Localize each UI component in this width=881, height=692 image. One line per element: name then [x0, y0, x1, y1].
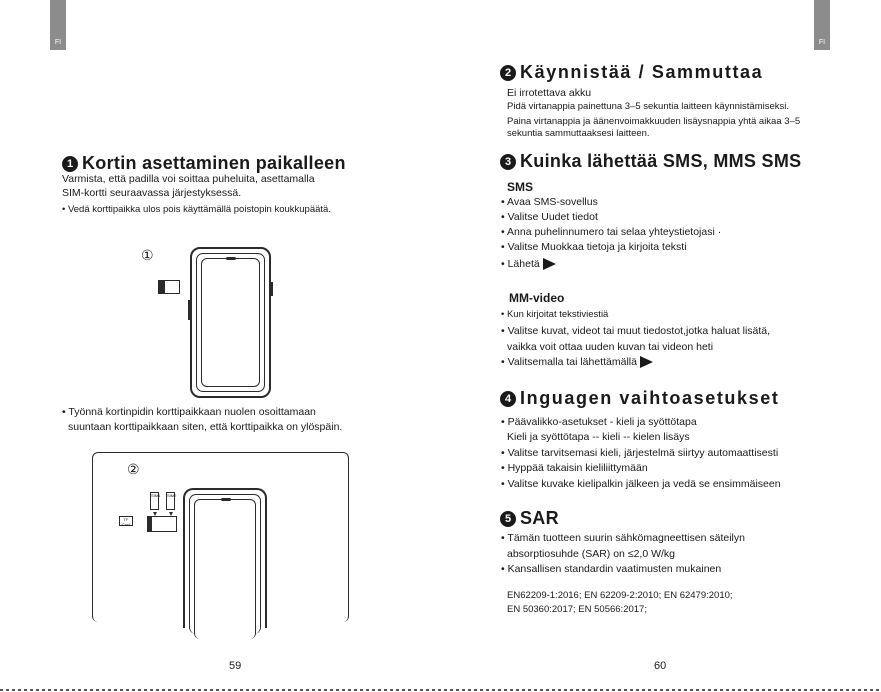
- bullet-item: • Valitse Muokkaa tietoja ja kirjoita teksti: [501, 241, 687, 253]
- send-arrow-icon: [543, 258, 556, 270]
- bullet-item: • Valitse kuvat, videot tai muut tiedostot,jotka haluat lisätä,: [501, 325, 771, 337]
- sim-tray-handle-icon: [147, 516, 152, 532]
- language-tab-left: [50, 0, 66, 50]
- section-title: Kuinka lähettää SMS, MMS SMS: [520, 151, 802, 171]
- language-tab-right: [814, 0, 830, 50]
- section-5-heading: [500, 508, 559, 529]
- mm-video-subheading: MM-video: [509, 291, 565, 305]
- bullet-item: • Anna puhelinnumero tai selaa yhteystietojasi ·: [501, 226, 722, 238]
- section-number: 1: [62, 156, 78, 172]
- section-3-heading: [500, 151, 801, 172]
- body-text: Varmista, että padilla voi soittaa puheluita, asettamalla: [62, 173, 315, 185]
- section-number: 5: [500, 511, 516, 527]
- bullet-item: • Päävalikko-asetukset - kieli ja syöttötapa: [501, 416, 697, 428]
- bullet-item: • Valitse kuvake kielipalkin jälkeen ja vedä se ensimmäiseen: [501, 478, 781, 490]
- page-bottom-border: [0, 689, 881, 691]
- bullet-item: • Työnnä kortinpidin korttipaikkaan nuolen osoittamaan: [62, 406, 316, 418]
- body-text: SIM-kortti seuraavassa järjestyksessä.: [62, 187, 242, 199]
- section-1-heading: [62, 153, 346, 174]
- sim-tray-handle-icon: [158, 280, 165, 294]
- section-number: 4: [500, 391, 516, 407]
- page-number: 60: [654, 660, 667, 672]
- body-text: sekuntia sammuttaaksesi laitteen.: [507, 128, 650, 139]
- body-text: Pidä virtanappia painettuna 3–5 sekuntia laitteen käynnistämiseksi.: [507, 101, 790, 112]
- bullet-item: • Tämän tuotteen suurin sähkömagneettisen säteilyn: [501, 532, 745, 544]
- section-number: 3: [500, 154, 516, 170]
- body-text: suuntaan korttipaikkaan siten, että korttipaikka on ylöspäin.: [68, 421, 343, 433]
- send-label: • Valitsemalla tai lähettämällä: [501, 356, 637, 368]
- phone-illustration: [183, 488, 267, 628]
- bullet-item: [501, 258, 556, 271]
- section-4-heading: [500, 388, 779, 409]
- standards-text: EN62209-1:2016; EN 62209-2:2010; EN 62479:2010;: [507, 590, 733, 601]
- bullet-item: • Hyppää takaisin kieliliittymään: [501, 462, 648, 474]
- body-text: Paina virtanappia ja äänenvoimakkuuden lisäysnappia yhtä aikaa 3–5: [507, 116, 801, 127]
- phone-screen: [194, 499, 256, 639]
- sim2-card-icon: SIM2: [166, 492, 175, 510]
- body-text: absorptiosuhde (SAR) on ≤2,0 W/kg: [507, 548, 676, 560]
- body-text: Ei irrotettava akku: [507, 87, 592, 99]
- section-title: SAR: [520, 508, 559, 528]
- sms-subheading: SMS: [507, 180, 534, 194]
- bullet-item: • Vedä korttipaikka ulos pois käyttämällä poistopin koukkupäätä.: [62, 204, 331, 215]
- body-text: vaikka voit ottaa uuden kuvan tai videon heti: [507, 341, 714, 353]
- send-arrow-icon: [640, 356, 653, 368]
- standards-text: EN 50360:2017; EN 50566:2017;: [507, 604, 647, 615]
- section-title: Käynnistää / Sammuttaa: [520, 62, 764, 82]
- step-marker: ①: [141, 247, 154, 263]
- phone-screen: [201, 258, 260, 387]
- phone-illustration: [190, 247, 271, 398]
- step-marker: ②: [127, 461, 140, 477]
- section-2-heading: [500, 62, 763, 83]
- body-text: Kieli ja syöttötapa -- kieli -- kielen lisäys: [507, 431, 690, 443]
- tf-card-icon: TF Card: [119, 516, 133, 526]
- page-number: 59: [229, 660, 242, 672]
- bullet-item: • Valitse tarvitsemasi kieli, järjestelmä siirtyy automaattisesti: [501, 447, 779, 459]
- language-tab-label: FI: [54, 39, 62, 46]
- section-number: 2: [500, 65, 516, 81]
- section-title: Inguagen vaihtoasetukset: [520, 388, 780, 408]
- bullet-item: • Kansallisen standardin vaatimusten mukainen: [501, 563, 722, 575]
- bullet-item: • Avaa SMS-sovellus: [501, 196, 598, 208]
- sim1-card-icon: SIM1: [150, 492, 159, 510]
- language-tab-label: FI: [818, 39, 826, 46]
- bullet-item: • Kun kirjoitat tekstiviestiä: [501, 309, 609, 320]
- send-label: • Lähetä: [501, 258, 540, 270]
- section-title: Kortin asettaminen paikalleen: [82, 153, 346, 173]
- bullet-item: [501, 356, 653, 369]
- bullet-item: • Valitse Uudet tiedot: [501, 211, 598, 223]
